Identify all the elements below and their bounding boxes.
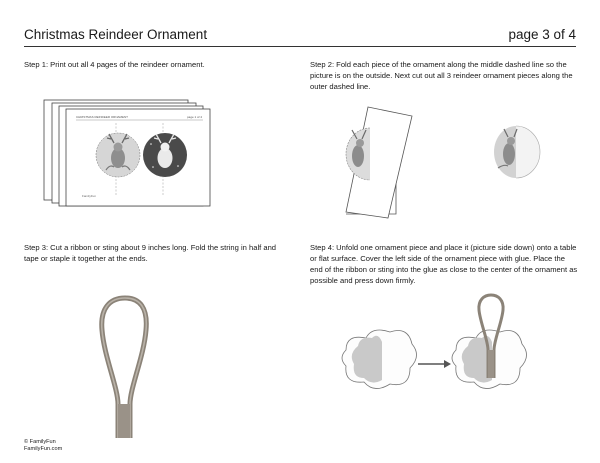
step-2-illustration xyxy=(318,104,568,228)
footer-site: FamilyFun.com xyxy=(24,446,63,452)
ornament-with-ribbon-right xyxy=(452,295,527,389)
step-3-illustration xyxy=(90,292,160,440)
page-title: Christmas Reindeer Ornament xyxy=(24,27,208,42)
ribbon-loop-icon xyxy=(102,298,147,438)
step-4-text: Step 4: Unfold one ornament piece and place it (picture side down) onto a table or flat surface. Cover the left side of the ornament piece with glue. Place the end of the ribbon or sting into the glue as close to the center of the ornament as possible and press down firmly. xyxy=(310,243,578,285)
step-4-illustration xyxy=(338,292,550,432)
thumbnail-brand: FamilyFun xyxy=(82,194,97,198)
page-number: page 3 of 4 xyxy=(508,27,576,42)
step-2-text: Step 2: Fold each piece of the ornament along the middle dashed line so the picture is on the outside. Next cut out all 3 reindeer ornament pieces along the outer dashed line. xyxy=(310,60,573,91)
ornament-with-glue-left xyxy=(342,330,417,389)
footer xyxy=(24,439,62,453)
folded-ornament-piece xyxy=(346,128,370,180)
step-3-text: Step 3: Cut a ribbon or sting about 9 inches long. Fold the string in half and tape or staple it together at the ends. xyxy=(24,243,277,263)
thumbnail-title: CHRISTMAS REINDEER ORNAMENT xyxy=(76,115,129,119)
step-1-text: Step 1: Print out all 4 pages of the reindeer ornament. xyxy=(24,60,205,69)
header-divider xyxy=(24,46,576,47)
thumbnail-page: page 1 of 4 xyxy=(186,115,202,119)
cut-out-ornament-piece xyxy=(494,126,540,178)
step-1-illustration xyxy=(38,96,216,208)
arrow-right-icon xyxy=(418,360,451,368)
footer-copyright: © FamilyFun xyxy=(24,439,56,445)
